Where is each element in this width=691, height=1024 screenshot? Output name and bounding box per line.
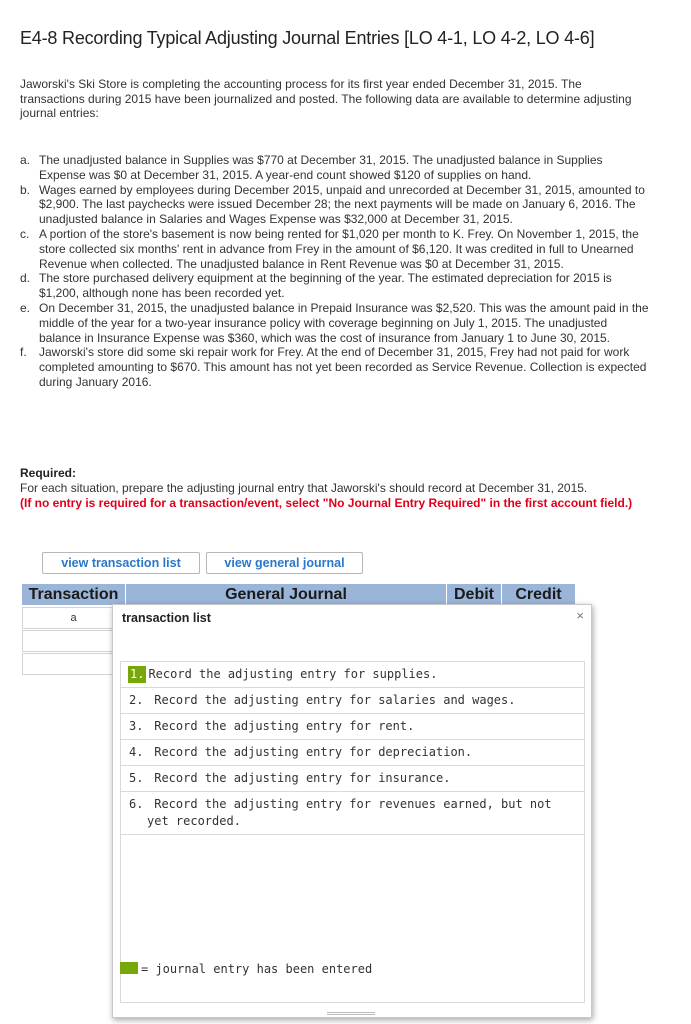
journal-header-row xyxy=(22,584,575,605)
item-number: 3. xyxy=(129,719,144,733)
popup-title: transaction list xyxy=(122,611,211,625)
item-letter: c. xyxy=(20,226,30,241)
item-letter: e. xyxy=(20,300,31,315)
column-header-credit: Credit xyxy=(515,586,562,603)
data-item-list xyxy=(20,153,650,390)
column-header-transaction: Transaction xyxy=(28,586,119,603)
item-label: Record the adjusting entry for salaries and wages. xyxy=(154,693,516,707)
item-number: 6. xyxy=(129,797,144,811)
required-section xyxy=(20,466,660,510)
legend-text: = journal entry has been entered xyxy=(141,962,373,976)
legend xyxy=(120,962,372,976)
page-title: E4-8 Recording Typical Adjusting Journal Entries [LO 4-1, LO 4-2, LO 4-6] xyxy=(20,28,595,48)
item-letter: d. xyxy=(20,271,31,286)
item-label: Record the adjusting entry for insurance. xyxy=(154,771,451,785)
item-letter: b. xyxy=(20,182,31,197)
required-text: For each situation, prepare the adjusting journal entry that Jaworski's should record at December 31, 2015. xyxy=(20,480,588,495)
item-number-done: 1. xyxy=(130,667,145,681)
list-item xyxy=(20,345,650,389)
item-label-continued: yet recorded. xyxy=(147,814,241,828)
item-text: On December 31, 2015, the unadjusted balance in Prepaid Insurance was $2,520. This was the amount paid in the middle of the year for a two-year insurance policy with coverage beginning on July 1, 2015. The unadjusted balance in Insurance Expense was $360, which was the cost of insurance from January 1 to June 30, 2015. xyxy=(39,300,649,345)
list-item xyxy=(20,271,650,301)
column-header-general-journal: General Journal xyxy=(225,586,347,603)
item-label: Record the adjusting entry for rent. xyxy=(154,719,415,733)
item-letter: f. xyxy=(20,345,27,360)
item-text: Wages earned by employees during December 2015, unpaid and unrecorded at December 31, 2015, amounted to $2,900. The last paychecks were issued December 28; the next payments will be made on January 6, 2016. The unadjusted balance in Salaries and Wages Expense was $32,000 at December 31, 2015. xyxy=(39,182,645,227)
view-transaction-list-button[interactable]: view transaction list xyxy=(42,552,200,574)
item-number: 4. xyxy=(129,745,144,759)
transaction-cell[interactable] xyxy=(22,653,125,675)
item-label: Record the adjusting entry for depreciation. xyxy=(154,745,473,759)
transaction-item-1[interactable] xyxy=(121,662,584,688)
list-item xyxy=(20,183,650,227)
item-letter: a. xyxy=(20,153,31,167)
item-text: A portion of the store's basement is now being rented for $1,020 per month to K. Frey. On November 1, 2015, the store collected six months' rent in advance from Frey in the amount of $6,120. It was credited in full to Unearned Revenue when collected. The unadjusted balance in Rent Revenue was $0 at December 31, 2015. xyxy=(39,226,639,271)
column-header-debit: Debit xyxy=(454,586,494,603)
list-item xyxy=(20,153,650,183)
transaction-item-5[interactable] xyxy=(121,766,584,792)
item-text: The store purchased delivery equipment at the beginning of the year. The estimated depreciation for 2015 is $1,200, although none has been recorded yet. xyxy=(39,271,612,301)
transaction-item-6[interactable] xyxy=(121,792,584,835)
item-label: Record the adjusting entry for supplies. xyxy=(148,667,438,681)
required-note: (If no entry is required for a transaction/event, select "No Journal Entry Required" in the first account field.) xyxy=(20,495,633,510)
item-label: Record the adjusting entry for revenues earned, but not xyxy=(154,797,552,811)
view-general-journal-button[interactable]: view general journal xyxy=(206,552,363,574)
transaction-cell[interactable] xyxy=(22,630,125,652)
item-number: 5. xyxy=(129,771,144,785)
intro-paragraph: Jaworski's Ski Store is completing the accounting process for its first year ended December 31, 2015. The transactions during 2015 have been journalized and posted. The following data are available to determine adjusting journal entries: xyxy=(20,77,632,120)
list-item xyxy=(20,301,650,345)
transaction-item-3[interactable] xyxy=(121,714,584,740)
transaction-list xyxy=(120,661,585,1003)
item-text: The unadjusted balance in Supplies was $770 at December 31, 2015. The unadjusted balance in Supplies Expense was $0 at December 31, 2015. A year-end count showed $120 of supplies on hand. xyxy=(39,153,603,182)
item-number: 2. xyxy=(129,693,144,707)
required-heading: Required: xyxy=(20,466,77,480)
item-text: Jaworski's store did some ski repair work for Frey. At the end of December 31, 2015, Frey had not paid for work completed amounting to $670. This amount has not yet been recorded as Service Revenue. Collection is expected during January 2016. xyxy=(39,345,647,389)
legend-swatch xyxy=(120,962,138,974)
transaction-list-popup xyxy=(112,604,592,1018)
resize-grip-icon[interactable] xyxy=(327,1012,375,1015)
close-icon[interactable]: × xyxy=(576,608,584,623)
transaction-cell[interactable]: a xyxy=(22,607,125,629)
transaction-item-2[interactable] xyxy=(121,688,584,714)
transaction-item-4[interactable] xyxy=(121,740,584,766)
list-item xyxy=(20,227,650,271)
